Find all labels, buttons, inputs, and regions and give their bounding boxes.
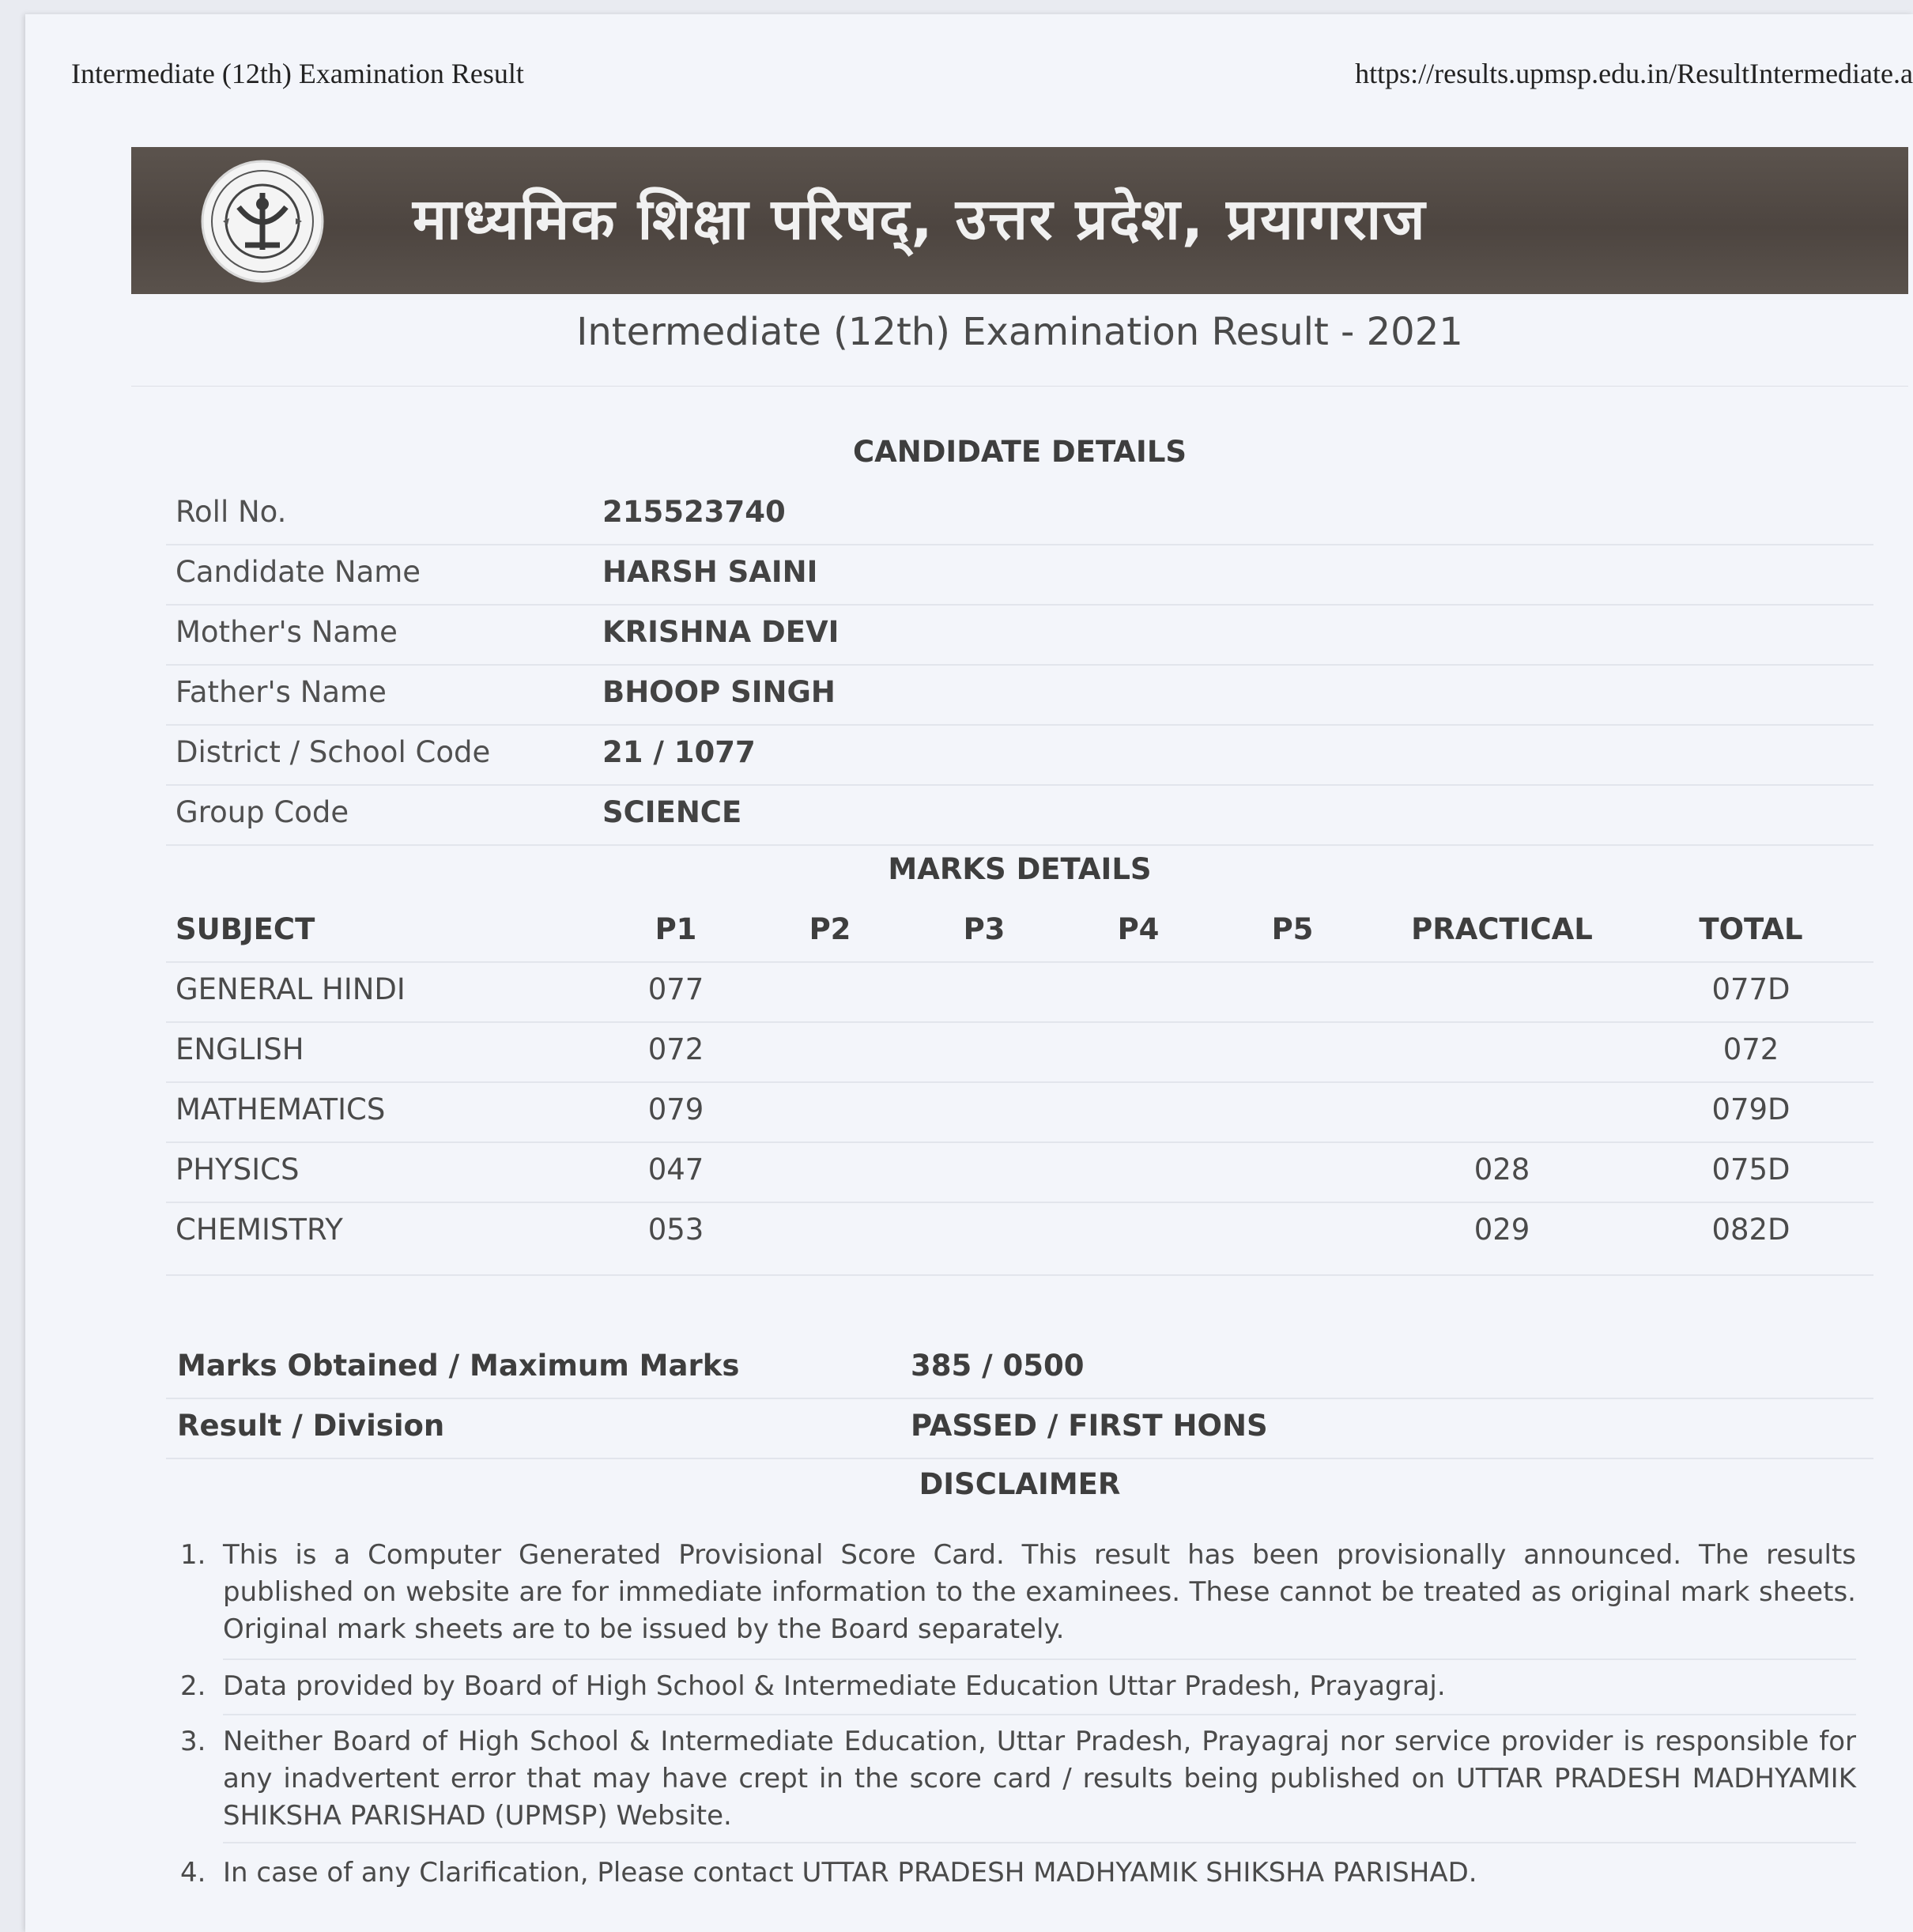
candidate-row-label: Mother's Name bbox=[175, 615, 398, 649]
marks-obtained-label: Marks Obtained / Maximum Marks bbox=[177, 1349, 740, 1383]
candidate-row-mother bbox=[166, 604, 1873, 666]
marks-obtained-value: 385 / 0500 bbox=[911, 1349, 1085, 1383]
cell-total: 082D bbox=[1711, 1213, 1790, 1247]
candidate-row-value: BHOOP SINGH bbox=[602, 675, 836, 709]
disclaimer-divider bbox=[223, 1842, 1856, 1843]
board-name-hindi: माध्यमिक शिक्षा परिषद्, उत्तर प्रदेश, प्रयागराज bbox=[413, 186, 1427, 252]
cell-p1: 077 bbox=[647, 972, 704, 1006]
print-header-title: Intermediate (12th) Examination Result bbox=[71, 58, 524, 89]
result-division-row bbox=[166, 1398, 1873, 1459]
candidate-row-value: KRISHNA DEVI bbox=[602, 615, 840, 649]
cell-p1: 053 bbox=[647, 1213, 704, 1247]
disclaimer-number: 1. bbox=[180, 1539, 206, 1571]
table-row bbox=[166, 1021, 1873, 1083]
candidate-row-label: Father's Name bbox=[175, 675, 387, 709]
board-banner bbox=[131, 147, 1908, 294]
marks-summary-row bbox=[166, 1338, 1873, 1399]
result-division-value: PASSED / FIRST HONS bbox=[911, 1409, 1268, 1443]
disclaimer-divider bbox=[223, 1714, 1856, 1715]
print-header bbox=[71, 57, 1913, 96]
cell-p1: 079 bbox=[647, 1092, 704, 1126]
disclaimer-text: Neither Board of High School & Intermediate Education, Uttar Pradesh, Prayagraj nor service provider is responsible for any inadvertent error that may have crept in the score card / results being published on UTTAR PRADESH MADHYAMIK SHIKSHA PARISHAD (UPMSP) Website. bbox=[223, 1726, 1856, 1832]
candidate-row-value: SCIENCE bbox=[602, 795, 742, 829]
marks-table-header bbox=[166, 901, 1873, 963]
disclaimer-divider bbox=[223, 1658, 1856, 1660]
cell-total: 072 bbox=[1722, 1032, 1779, 1066]
result-division-label: Result / Division bbox=[177, 1409, 445, 1443]
cell-p1: 047 bbox=[647, 1153, 704, 1187]
header-p2: P2 bbox=[809, 912, 851, 946]
title-divider bbox=[131, 386, 1908, 387]
disclaimer-number: 4. bbox=[180, 1857, 206, 1889]
disclaimer-item bbox=[180, 1855, 1856, 1892]
disclaimer-text: In case of any Clarification, Please contact UTTAR PRADESH MADHYAMIK SHIKSHA PARISHAD. bbox=[223, 1857, 1477, 1889]
table-row bbox=[166, 1202, 1873, 1276]
candidate-row-name bbox=[166, 544, 1873, 606]
header-total: TOTAL bbox=[1699, 912, 1803, 946]
header-p3: P3 bbox=[963, 912, 1006, 946]
candidate-row-label: Roll No. bbox=[175, 495, 287, 529]
candidate-row-value: 215523740 bbox=[602, 495, 786, 529]
candidate-row-label: District / School Code bbox=[175, 735, 491, 769]
disclaimer-item bbox=[180, 1723, 1856, 1835]
candidate-row-value: 21 / 1077 bbox=[602, 735, 756, 769]
cell-subject: MATHEMATICS bbox=[175, 1092, 386, 1126]
cell-subject: ENGLISH bbox=[175, 1032, 304, 1066]
cell-p1: 072 bbox=[647, 1032, 704, 1066]
candidate-row-roll bbox=[166, 484, 1873, 545]
candidate-row-group bbox=[166, 784, 1873, 846]
disclaimer-number: 3. bbox=[180, 1726, 206, 1757]
disclaimer-item bbox=[180, 1537, 1856, 1648]
cell-subject: GENERAL HINDI bbox=[175, 972, 406, 1006]
candidate-details-title: CANDIDATE DETAILS bbox=[852, 435, 1187, 469]
disclaimer-text: This is a Computer Generated Provisional Score Card. This result has been provisionally announced. The results published on website are for immediate information to the examinees. These cannot be treated as original mark sheets. Original mark sheets are to be issued by the Board separately. bbox=[223, 1539, 1856, 1645]
table-row bbox=[166, 1081, 1873, 1143]
table-row bbox=[166, 961, 1873, 1023]
cell-practical: 028 bbox=[1473, 1153, 1530, 1187]
print-header-url: https://results.upmsp.edu.in/ResultIntermediate.a bbox=[1355, 58, 1913, 89]
candidate-row-value: HARSH SAINI bbox=[602, 555, 818, 589]
candidate-row-father bbox=[166, 664, 1873, 726]
disclaimer-text: Data provided by Board of High School & Intermediate Education Uttar Pradesh, Prayagraj. bbox=[223, 1670, 1446, 1702]
disclaimer-title: DISCLAIMER bbox=[919, 1467, 1121, 1501]
table-row bbox=[166, 1141, 1873, 1203]
disclaimer-item bbox=[180, 1668, 1856, 1705]
cell-total: 075D bbox=[1711, 1153, 1790, 1187]
header-p5: P5 bbox=[1271, 912, 1314, 946]
disclaimer-number: 2. bbox=[180, 1670, 206, 1702]
header-subject: SUBJECT bbox=[175, 912, 315, 946]
marks-details-title: MARKS DETAILS bbox=[888, 852, 1152, 886]
cell-practical: 029 bbox=[1473, 1213, 1530, 1247]
candidate-row-label: Candidate Name bbox=[175, 555, 421, 589]
cell-total: 077D bbox=[1711, 972, 1790, 1006]
cell-subject: CHEMISTRY bbox=[175, 1213, 343, 1247]
board-emblem-icon bbox=[199, 158, 326, 285]
cell-total: 079D bbox=[1711, 1092, 1790, 1126]
cell-subject: PHYSICS bbox=[175, 1153, 300, 1187]
header-practical: PRACTICAL bbox=[1411, 912, 1593, 946]
exam-title: Intermediate (12th) Examination Result - 2021 bbox=[576, 310, 1463, 354]
header-p1: P1 bbox=[655, 912, 697, 946]
header-p4: P4 bbox=[1117, 912, 1160, 946]
candidate-row-label: Group Code bbox=[175, 795, 349, 829]
candidate-row-district bbox=[166, 724, 1873, 786]
